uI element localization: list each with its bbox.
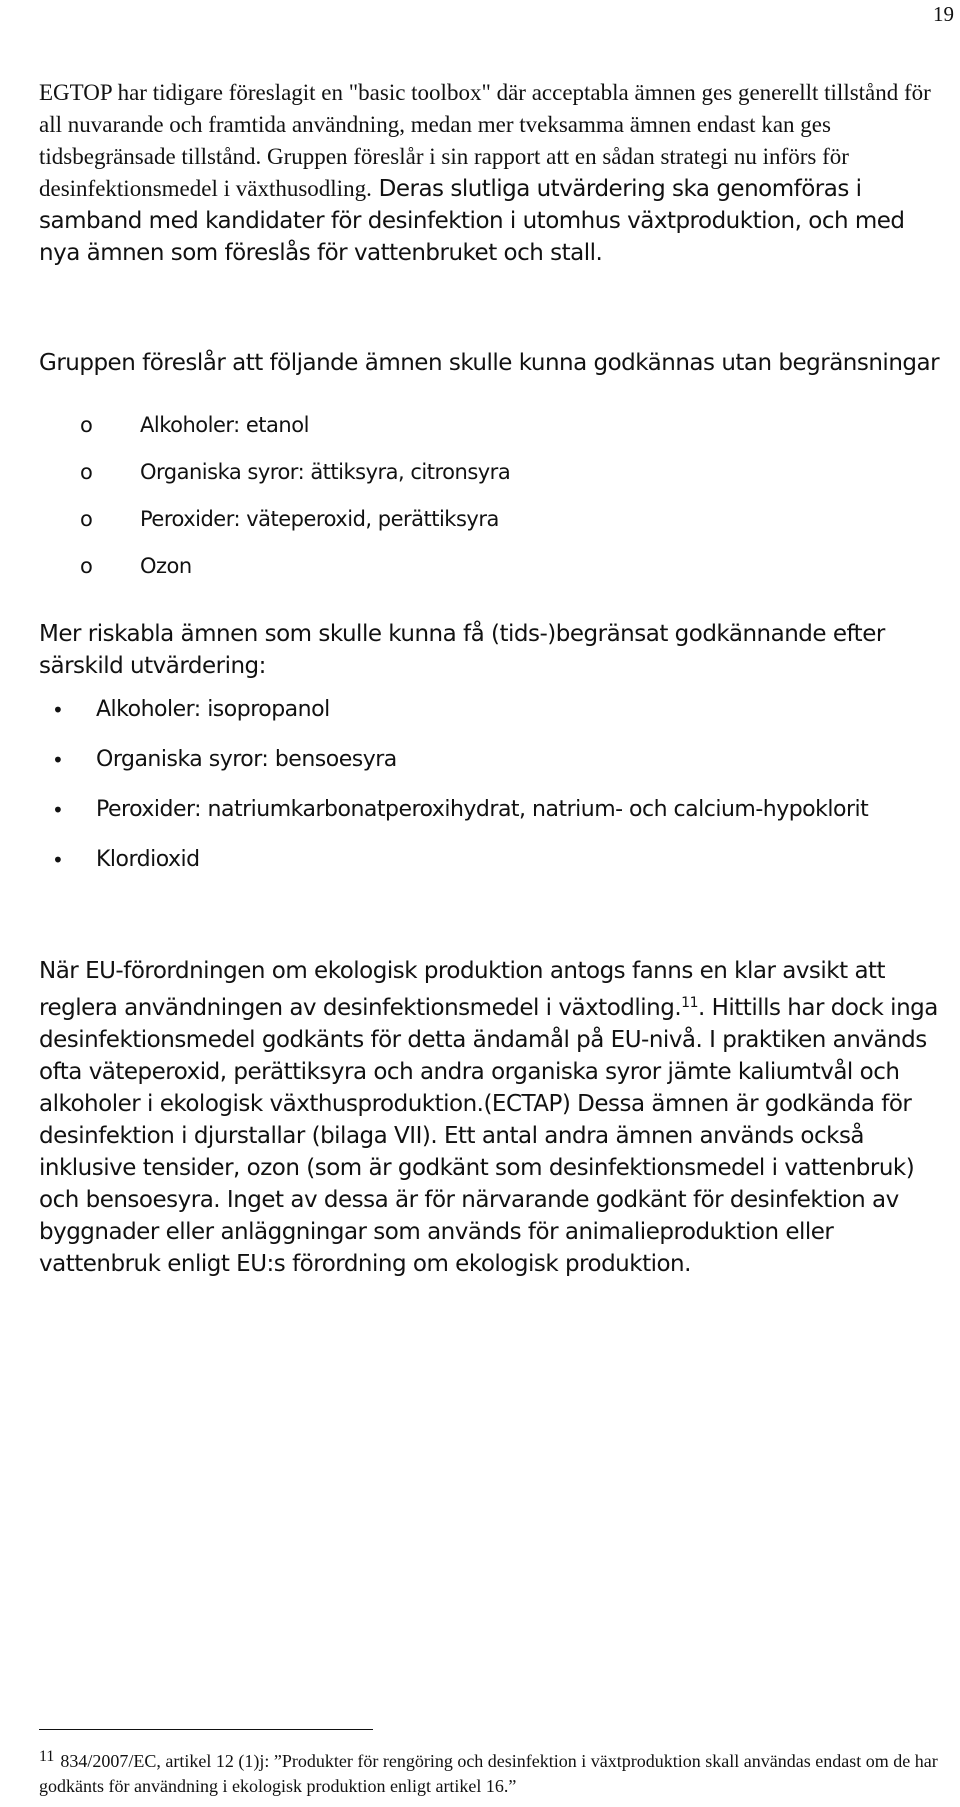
paragraph-text-sans: Deras slutliga utvärdering ska genomföras i samband med kandidater för desinfektion i utomhus växtproduktion, och med nya ämnen som föreslås för vattenbruket och stall. — [39, 176, 905, 266]
list-item-text: Organiska syror: ättiksyra, citronsyra — [140, 460, 511, 484]
list-item — [0, 794, 960, 826]
bullet-icon: • — [52, 698, 64, 722]
unrestricted-substances-list — [0, 410, 960, 598]
footnote-number: 11 — [39, 1748, 55, 1765]
paragraph-text: . Hittills har dock inga desinfektionsmedel godkänts för detta ändamål på EU-nivå. I praktiken används ofta väteperoxid, perättiksyra och andra organiska syror jämte kaliumtvål och alkoholer i ekologisk växthusproduktion.(ECTAP) Dessa ämnen är godkända för desinfektion i djurstallar (bilaga VII). Ett antal andra ämnen används också inklusive tensider, ozon (som är godkänt som desinfektionsmedel i vattenbruk) och bensoesyra. Inget av dessa är för närvarande godkänt för desinfektion av byggnader eller anläggningar som används för animalieproduktion eller vattenbruk enligt EU:s förordning om ekologisk produktion. — [39, 995, 938, 1277]
list-item-text: Peroxider: väteperoxid, perättiksyra — [140, 507, 499, 531]
paragraph-unrestricted-intro: Gruppen föreslår att följande ämnen skulle kunna godkännas utan begränsningar — [39, 350, 940, 376]
list-item — [0, 551, 960, 598]
list-item-text: Organiska syror: bensoesyra — [96, 747, 397, 772]
circle-bullet-icon: o — [80, 413, 93, 437]
list-item — [0, 410, 960, 457]
paragraph-basic-toolbox — [39, 77, 949, 269]
bullet-icon: • — [52, 848, 64, 872]
circle-bullet-icon: o — [80, 507, 93, 531]
bullet-icon: • — [52, 798, 64, 822]
paragraph-text: När EU-förordningen om ekologisk produktion antogs fanns en klar avsikt att reglera användningen av desinfektionsmedel i växtodling. — [39, 958, 886, 1021]
list-item-text: Alkoholer: etanol — [140, 413, 309, 437]
list-item — [0, 457, 960, 504]
list-item — [0, 744, 960, 776]
list-item-text: Ozon — [140, 554, 192, 578]
list-item-text: Klordioxid — [96, 847, 200, 872]
list-item — [0, 844, 960, 876]
circle-bullet-icon: o — [80, 460, 93, 484]
list-item — [0, 504, 960, 551]
circle-bullet-icon: o — [80, 554, 93, 578]
footnote-reference[interactable]: 11 — [681, 995, 698, 1011]
list-item-text: Peroxider: natriumkarbonatperoxihydrat, natrium- och calcium-hypoklorit — [96, 797, 869, 822]
page-number: 19 — [933, 2, 954, 26]
footnote — [39, 1744, 939, 1799]
paragraph-eu-regulation — [39, 955, 949, 1280]
list-item-text: Alkoholer: isopropanol — [96, 697, 330, 722]
restricted-substances-list — [0, 694, 960, 894]
bullet-icon: • — [52, 748, 64, 772]
footnote-text: 834/2007/EC, artikel 12 (1)j: ”Produkter för rengöring och desinfektion i växtproduktion skall användas endast om de har godkänts för användning i ekologisk produktion enligt artikel 16.” — [39, 1751, 938, 1796]
list-item — [0, 694, 960, 726]
paragraph-text-serif: EGTOP har tidigare föreslagit en "basic toolbox" där acceptabla ämnen ges generellt tillstånd för all nuvarande och framtida användning, medan mer tveksamma ämnen endast kan ges tidsbegränsade tillstånd. Gruppen föreslår i sin rapport att en sådan strategi nu införs för desinfektionsmedel i växthusodling. — [39, 80, 931, 201]
paragraph-restricted-intro: Mer riskabla ämnen som skulle kunna få (tids-)begränsat godkännande efter särskild utvärdering: — [39, 621, 885, 679]
footnote-divider — [39, 1729, 373, 1730]
